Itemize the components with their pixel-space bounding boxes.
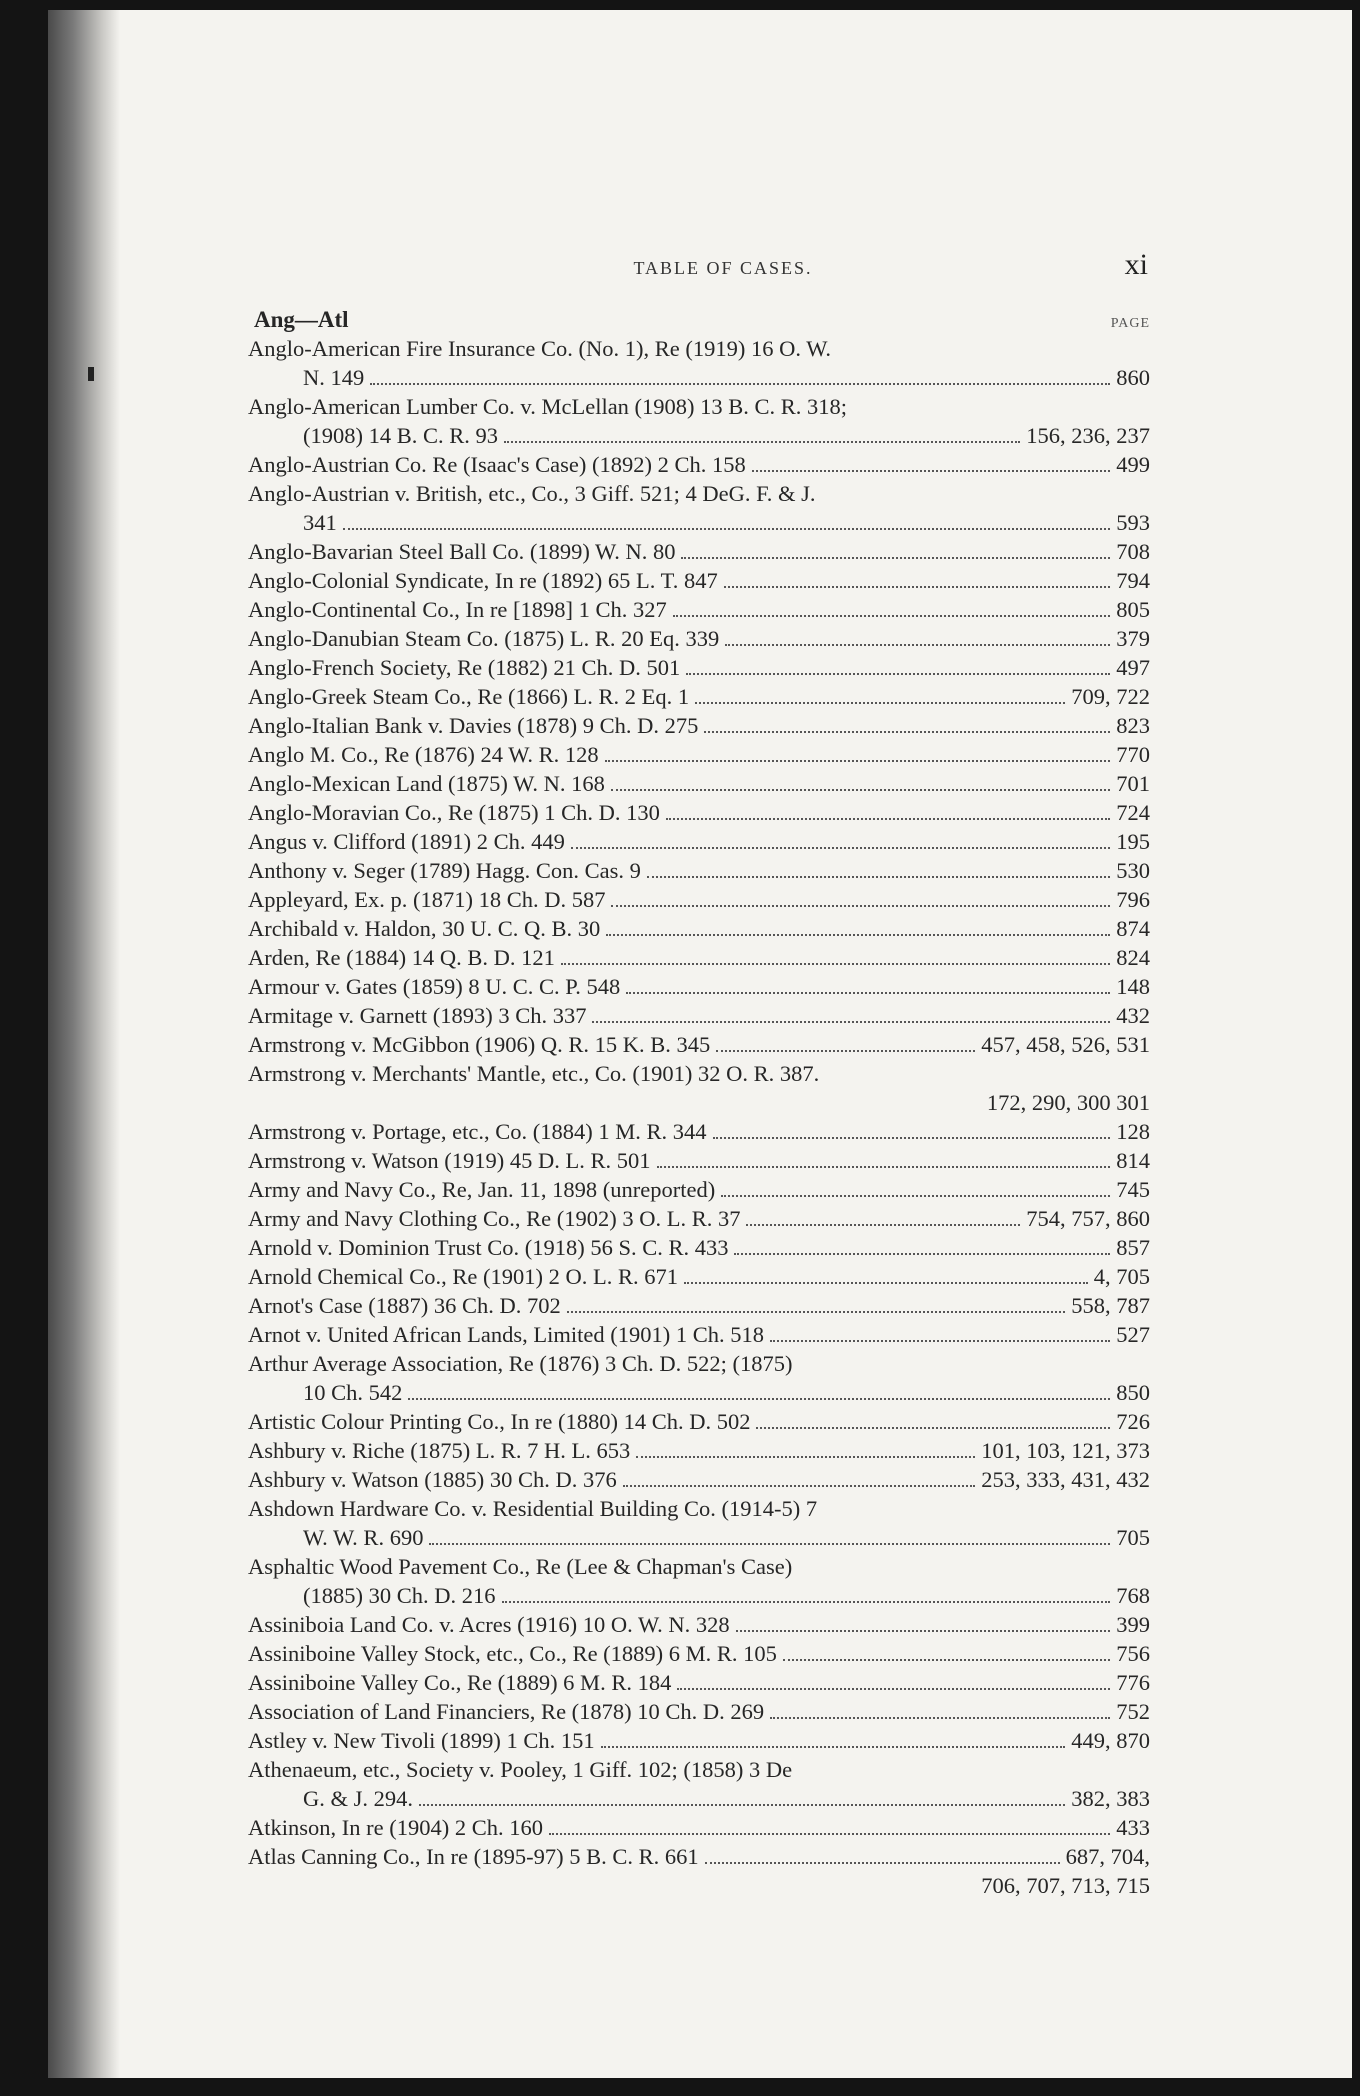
case-line [248, 798, 1150, 827]
dot-leader [504, 441, 1020, 443]
case-list [248, 334, 1150, 1900]
case-citation: Armstrong v. Portage, etc., Co. (1884) 1 M. R. 344 [248, 1119, 707, 1144]
case-page-numbers: 253, 333, 431, 432 [981, 1467, 1150, 1492]
case-page-numbers: 776 [1116, 1670, 1150, 1695]
binding-shadow [48, 10, 120, 2078]
case-citation: Asphaltic Wood Pavement Co., Re (Lee & Chapman's Case) [248, 1554, 793, 1579]
case-entry [248, 1697, 1150, 1726]
case-line [248, 1639, 1150, 1668]
case-page-numbers: 754, 757, 860 [1026, 1206, 1150, 1231]
case-page-numbers: 706, 707, 713, 715 [981, 1873, 1150, 1898]
case-entry [248, 1146, 1150, 1175]
dot-leader [713, 1137, 1111, 1139]
case-page-numbers: 814 [1116, 1148, 1150, 1173]
case-citation: Angus v. Clifford (1891) 2 Ch. 449 [248, 829, 565, 854]
case-line [248, 1668, 1150, 1697]
case-citation: 10 Ch. 542 [303, 1380, 403, 1405]
case-line [248, 479, 1150, 508]
case-entry [248, 1813, 1150, 1842]
case-page-numbers: 701 [1116, 771, 1150, 796]
case-entry [248, 1436, 1150, 1465]
case-line [248, 1320, 1150, 1349]
case-citation: Armstrong v. Merchants' Mantle, etc., Co. (1901) 32 O. R. 387. [248, 1061, 820, 1086]
case-page-numbers: 860 [1116, 365, 1150, 390]
case-citation: Anglo-Moravian Co., Re (1875) 1 Ch. D. 130 [248, 800, 660, 825]
margin-mark [88, 367, 94, 381]
dot-leader [571, 847, 1110, 849]
case-entry [248, 334, 1150, 392]
dot-leader [734, 1253, 1110, 1255]
case-page-numbers: 726 [1116, 1409, 1150, 1434]
case-entry [248, 885, 1150, 914]
case-citation: Anglo-American Fire Insurance Co. (No. 1), Re (1919) 16 O. W. [248, 336, 832, 361]
dot-leader [623, 1485, 975, 1487]
case-line [248, 943, 1150, 972]
case-citation: Armstrong v. Watson (1919) 45 D. L. R. 501 [248, 1148, 651, 1173]
page-number: xi [1124, 248, 1148, 281]
case-line [248, 1494, 1150, 1523]
case-page-numbers: 593 [1116, 510, 1150, 535]
case-entry [248, 1059, 1150, 1117]
case-page-numbers: 101, 103, 121, 373 [981, 1438, 1150, 1463]
case-line [248, 1726, 1150, 1755]
dot-leader [695, 702, 1065, 704]
dot-leader [592, 1021, 1110, 1023]
alphabetical-range: Ang—Atl [254, 307, 349, 332]
case-page-numbers: 824 [1116, 945, 1150, 970]
case-citation: Anglo-French Society, Re (1882) 21 Ch. D. 501 [248, 655, 681, 680]
dot-leader [705, 1862, 1060, 1864]
case-line [248, 1030, 1150, 1059]
case-citation: Assiniboine Valley Stock, etc., Co., Re (1889) 6 M. R. 105 [248, 1641, 777, 1666]
dot-leader [429, 1543, 1110, 1545]
case-entry [248, 1320, 1150, 1349]
case-entry [248, 711, 1150, 740]
dot-leader [567, 1311, 1065, 1313]
case-entry [248, 1407, 1150, 1436]
case-entry [248, 972, 1150, 1001]
case-line [248, 595, 1150, 624]
case-citation: Anglo-Austrian v. British, etc., Co., 3 Giff. 521; 4 DeG. F. & J. [248, 481, 816, 506]
case-citation: Association of Land Financiers, Re (1878) 10 Ch. D. 269 [248, 1699, 765, 1724]
case-page-numbers: 705 [1116, 1525, 1150, 1550]
dot-leader [756, 1427, 1110, 1429]
case-page-numbers: 724 [1116, 800, 1150, 825]
case-citation: Arnot's Case (1887) 36 Ch. D. 702 [248, 1293, 561, 1318]
case-entry [248, 798, 1150, 827]
column-header [248, 305, 1150, 334]
case-citation: Anglo-Danubian Steam Co. (1875) L. R. 20 Eq. 339 [248, 626, 720, 651]
case-entry [248, 1842, 1150, 1900]
case-page-numbers: 399 [1116, 1612, 1150, 1637]
case-citation: Archibald v. Haldon, 30 U. C. Q. B. 30 [248, 916, 601, 941]
case-page-numbers: 128 [1116, 1119, 1150, 1144]
case-citation: Army and Navy Co., Re, Jan. 11, 1898 (unreported) [248, 1177, 716, 1202]
dot-leader [606, 934, 1110, 936]
case-page-numbers: 805 [1116, 597, 1150, 622]
dot-leader [419, 1804, 1065, 1806]
dot-leader [657, 1166, 1111, 1168]
case-line [248, 1784, 1150, 1813]
case-citation: Arthur Average Association, Re (1876) 3 Ch. D. 522; (1875) [248, 1351, 793, 1376]
case-entry [248, 682, 1150, 711]
case-citation: Anglo M. Co., Re (1876) 24 W. R. 128 [248, 742, 599, 767]
case-page-numbers: 156, 236, 237 [1026, 423, 1150, 448]
case-page-numbers: 195 [1116, 829, 1150, 854]
running-title: TABLE OF CASES. [633, 258, 813, 278]
dot-leader [636, 1456, 975, 1458]
case-citation: Anglo-Colonial Syndicate, In re (1892) 65 L. T. 847 [248, 568, 718, 593]
case-page-numbers: 745 [1116, 1177, 1150, 1202]
case-page-numbers: 708 [1116, 539, 1150, 564]
case-citation: Arnot v. United African Lands, Limited (1901) 1 Ch. 518 [248, 1322, 764, 1347]
case-entry [248, 1755, 1150, 1813]
case-line [248, 1552, 1150, 1581]
case-line [248, 1407, 1150, 1436]
dot-leader [725, 644, 1110, 646]
case-page-numbers: 687, 704, [1065, 1844, 1150, 1869]
case-citation: (1908) 14 B. C. R. 93 [303, 423, 499, 448]
dot-leader [647, 876, 1110, 878]
case-page-numbers: 433 [1116, 1815, 1150, 1840]
case-citation: 341 [303, 510, 337, 535]
case-line [248, 653, 1150, 682]
case-line [248, 856, 1150, 885]
case-citation: Anthony v. Seger (1789) Hagg. Con. Cas. 9 [248, 858, 641, 883]
case-entry [248, 1204, 1150, 1233]
case-line [248, 1581, 1150, 1610]
case-citation: Atlas Canning Co., In re (1895-97) 5 B. C. R. 661 [248, 1844, 699, 1869]
case-page-numbers: 379 [1116, 626, 1150, 651]
dot-leader [673, 615, 1111, 617]
page-column-label: PAGE [1110, 316, 1150, 331]
case-citation: Athenaeum, etc., Society v. Pooley, 1 Giff. 102; (1858) 3 De [248, 1757, 793, 1782]
case-citation: Anglo-American Lumber Co. v. McLellan (1908) 13 B. C. R. 318; [248, 394, 848, 419]
dot-leader [343, 528, 1111, 530]
case-citation: N. 149 [303, 365, 365, 390]
dot-leader [721, 1195, 1110, 1197]
case-line [248, 450, 1150, 479]
case-entry [248, 566, 1150, 595]
case-entry [248, 1610, 1150, 1639]
case-entry [248, 1668, 1150, 1697]
case-line [248, 740, 1150, 769]
case-citation: Armitage v. Garnett (1893) 3 Ch. 337 [248, 1003, 587, 1028]
case-citation: Artistic Colour Printing Co., In re (1880) 14 Ch. D. 502 [248, 1409, 751, 1434]
case-line [248, 1175, 1150, 1204]
dot-leader [601, 1746, 1066, 1748]
case-line [248, 1291, 1150, 1320]
case-line [248, 1001, 1150, 1030]
case-page-numbers: 457, 458, 526, 531 [981, 1032, 1150, 1057]
dot-leader [561, 963, 1110, 965]
case-line [248, 885, 1150, 914]
case-page-numbers: 823 [1116, 713, 1150, 738]
case-entry [248, 450, 1150, 479]
case-citation: Arnold v. Dominion Trust Co. (1918) 56 S. C. R. 433 [248, 1235, 729, 1260]
case-line [248, 682, 1150, 711]
case-line [248, 363, 1150, 392]
case-entry [248, 1117, 1150, 1146]
dot-leader [752, 470, 1111, 472]
dot-leader [677, 1688, 1110, 1690]
case-citation: Ashbury v. Riche (1875) L. R. 7 H. L. 653 [248, 1438, 631, 1463]
case-citation: Ashbury v. Watson (1885) 30 Ch. D. 376 [248, 1467, 617, 1492]
case-citation: Armour v. Gates (1859) 8 U. C. C. P. 548 [248, 974, 621, 999]
case-entry [248, 1001, 1150, 1030]
case-page-numbers: 432 [1116, 1003, 1150, 1028]
case-citation: Atkinson, In re (1904) 2 Ch. 160 [248, 1815, 543, 1840]
case-line [248, 1523, 1150, 1552]
case-page-numbers: 558, 787 [1071, 1293, 1150, 1318]
case-line [248, 1233, 1150, 1262]
case-page-numbers: 499 [1116, 452, 1150, 477]
case-entry [248, 1494, 1150, 1552]
case-line [248, 1842, 1150, 1871]
case-line [248, 1465, 1150, 1494]
case-page-numbers: 756 [1116, 1641, 1150, 1666]
dot-leader [408, 1398, 1110, 1400]
case-line [248, 508, 1150, 537]
case-citation: Arden, Re (1884) 14 Q. B. D. 121 [248, 945, 555, 970]
dot-leader [704, 731, 1110, 733]
case-entry [248, 740, 1150, 769]
case-entry [248, 653, 1150, 682]
case-line [248, 1813, 1150, 1842]
running-head [298, 248, 1148, 288]
case-page-numbers: 530 [1116, 858, 1150, 883]
case-line [248, 1204, 1150, 1233]
case-line [248, 914, 1150, 943]
case-line [248, 1262, 1150, 1291]
table-of-cases [248, 305, 1150, 1900]
case-page-numbers: 382, 383 [1071, 1786, 1150, 1811]
case-line [248, 1436, 1150, 1465]
case-page-numbers: 794 [1116, 568, 1150, 593]
dot-leader [746, 1224, 1020, 1226]
case-entry [248, 943, 1150, 972]
case-entry [248, 624, 1150, 653]
case-entry [248, 1726, 1150, 1755]
case-entry [248, 537, 1150, 566]
case-page-numbers: 857 [1116, 1235, 1150, 1260]
case-line [248, 566, 1150, 595]
case-entry [248, 392, 1150, 450]
case-line [248, 334, 1150, 363]
case-entry [248, 1639, 1150, 1668]
case-entry [248, 1262, 1150, 1291]
case-citation: Anglo-Italian Bank v. Davies (1878) 9 Ch. D. 275 [248, 713, 699, 738]
case-line [248, 392, 1150, 421]
case-entry [248, 1291, 1150, 1320]
case-page-numbers: 527 [1116, 1322, 1150, 1347]
case-line [248, 1117, 1150, 1146]
case-citation: Anglo-Greek Steam Co., Re (1866) L. R. 2 Eq. 1 [248, 684, 690, 709]
case-line [248, 1088, 1150, 1117]
case-page-numbers: 449, 870 [1071, 1728, 1150, 1753]
case-page-numbers: 172, 290, 300 301 [986, 1090, 1150, 1115]
case-page-numbers: 874 [1116, 916, 1150, 941]
case-line [248, 769, 1150, 798]
dot-leader [724, 586, 1111, 588]
case-entry [248, 1349, 1150, 1407]
case-entry [248, 1233, 1150, 1262]
case-entry [248, 827, 1150, 856]
case-line [248, 1349, 1150, 1378]
dot-leader [684, 1282, 1088, 1284]
case-entry [248, 1175, 1150, 1204]
case-line [248, 1610, 1150, 1639]
dot-leader [370, 383, 1110, 385]
case-entry [248, 595, 1150, 624]
case-line [248, 421, 1150, 450]
case-citation: Anglo-Mexican Land (1875) W. N. 168 [248, 771, 605, 796]
case-entry [248, 479, 1150, 537]
case-citation: G. & J. 294. [303, 1786, 414, 1811]
case-citation: Anglo-Bavarian Steel Ball Co. (1899) W. N. 80 [248, 539, 676, 564]
case-entry [248, 1465, 1150, 1494]
case-page-numbers: 796 [1116, 887, 1150, 912]
case-page-numbers: 4, 705 [1093, 1264, 1150, 1289]
case-line [248, 1697, 1150, 1726]
dot-leader [783, 1659, 1110, 1661]
case-entry [248, 1030, 1150, 1059]
case-line [248, 1755, 1150, 1784]
dot-leader [770, 1717, 1110, 1719]
dot-leader [716, 1050, 975, 1052]
case-line [248, 827, 1150, 856]
case-citation: Arnold Chemical Co., Re (1901) 2 O. L. R. 671 [248, 1264, 678, 1289]
case-citation: Ashdown Hardware Co. v. Residential Building Co. (1914-5) 7 [248, 1496, 818, 1521]
dot-leader [502, 1601, 1111, 1603]
case-entry [248, 769, 1150, 798]
dot-leader [770, 1340, 1110, 1342]
case-page-numbers: 497 [1116, 655, 1150, 680]
dot-leader [686, 673, 1110, 675]
case-line [248, 1378, 1150, 1407]
dot-leader [666, 818, 1110, 820]
dot-leader [611, 905, 1110, 907]
case-line [248, 1059, 1150, 1088]
case-citation: Army and Navy Clothing Co., Re (1902) 3 O. L. R. 37 [248, 1206, 741, 1231]
dot-leader [736, 1630, 1111, 1632]
case-page-numbers: 768 [1116, 1583, 1150, 1608]
case-line [248, 537, 1150, 566]
case-citation: Appleyard, Ex. p. (1871) 18 Ch. D. 587 [248, 887, 606, 912]
case-citation: Anglo-Continental Co., In re [1898] 1 Ch. 327 [248, 597, 667, 622]
case-page-numbers: 850 [1116, 1380, 1150, 1405]
dot-leader [549, 1833, 1110, 1835]
dot-leader [605, 760, 1111, 762]
case-entry [248, 914, 1150, 943]
case-entry [248, 856, 1150, 885]
dot-leader [681, 557, 1110, 559]
dot-leader [626, 992, 1110, 994]
case-citation: (1885) 30 Ch. D. 216 [303, 1583, 496, 1608]
case-entry [248, 1552, 1150, 1610]
case-page-numbers: 752 [1116, 1699, 1150, 1724]
case-line [248, 1871, 1150, 1900]
case-citation: Astley v. New Tivoli (1899) 1 Ch. 151 [248, 1728, 595, 1753]
book-page [48, 10, 1352, 2078]
dot-leader [611, 789, 1110, 791]
case-page-numbers: 148 [1116, 974, 1150, 999]
case-page-numbers: 709, 722 [1071, 684, 1150, 709]
case-citation: Armstrong v. McGibbon (1906) Q. R. 15 K. B. 345 [248, 1032, 711, 1057]
case-citation: Assiniboia Land Co. v. Acres (1916) 10 O. W. N. 328 [248, 1612, 730, 1637]
case-citation: Anglo-Austrian Co. Re (Isaac's Case) (1892) 2 Ch. 158 [248, 452, 746, 477]
case-line [248, 1146, 1150, 1175]
case-line [248, 624, 1150, 653]
case-citation: Assiniboine Valley Co., Re (1889) 6 M. R. 184 [248, 1670, 672, 1695]
case-line [248, 711, 1150, 740]
case-citation: W. W. R. 690 [303, 1525, 424, 1550]
case-page-numbers: 770 [1116, 742, 1150, 767]
case-line [248, 972, 1150, 1001]
